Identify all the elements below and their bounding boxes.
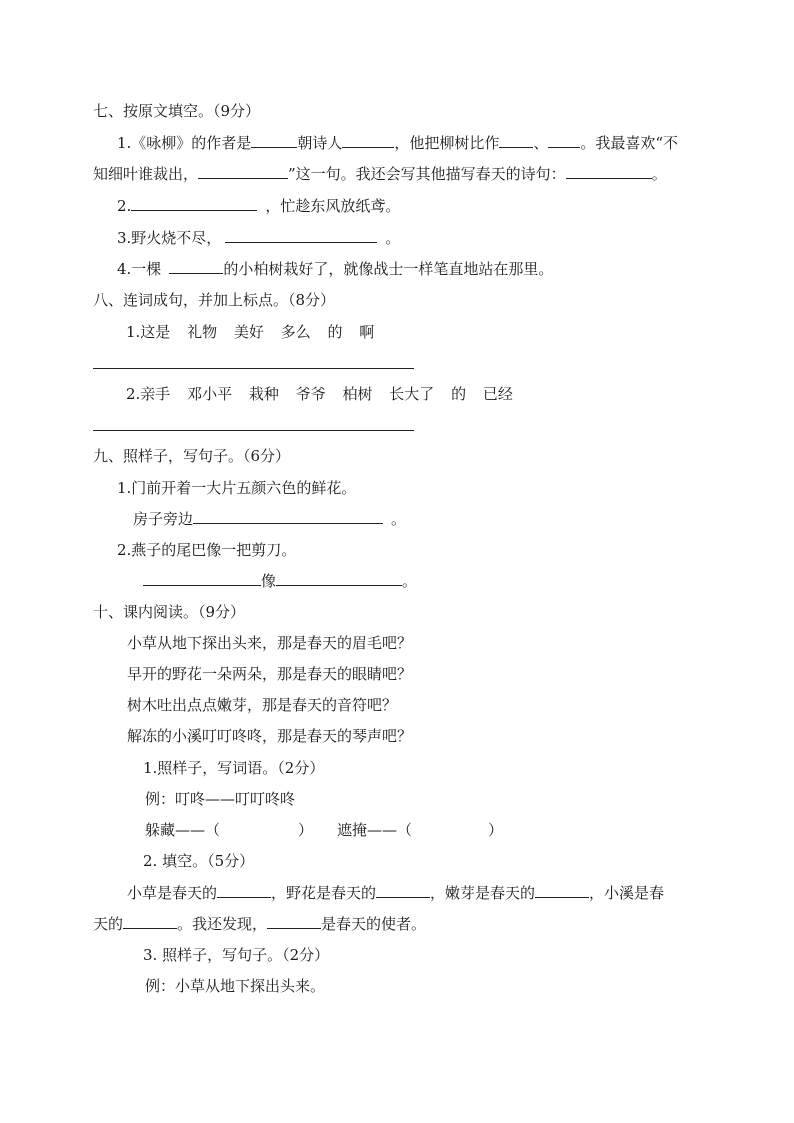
word-tile: 栽种 [248, 385, 279, 403]
answer-line-8-2[interactable] [93, 430, 414, 431]
q10-1-example: 例：叮咚——叮叮咚咚 [145, 790, 296, 808]
metaphor-blank-1[interactable] [499, 133, 533, 148]
q7-1-text-a: 1.《咏柳》的作者是 [117, 134, 252, 152]
word-tile: 的 [327, 323, 343, 341]
q7-4-blank[interactable] [169, 259, 223, 274]
poem-line: 树木吐出点点嫩芽，那是春天的音符吧？ [127, 696, 398, 714]
q10-2-title: 2. 填空。（5分） [143, 852, 255, 870]
q10-2-blank-3[interactable] [535, 883, 589, 898]
q10-1-close-2: ） [488, 821, 504, 839]
q7-2-blank[interactable] [131, 196, 257, 211]
section-9-title: 九、照样子，写句子。（6分） [93, 447, 291, 465]
q10-2-blank-1[interactable] [217, 883, 271, 898]
q10-2-blank-5[interactable] [267, 914, 321, 929]
q10-2-text-c: ，嫩芽是春天的 [430, 884, 536, 902]
q9-2-blank-2[interactable] [276, 571, 402, 586]
word-tile: 已经 [482, 385, 513, 403]
question-7-2 [117, 196, 400, 216]
q9-2-answer [143, 571, 417, 591]
q7-4-text-b: 的小柏树栽好了，就像战士一样笔直地站在那里。 [223, 260, 554, 278]
q7-2-num: 2. [117, 197, 132, 215]
q9-1-blank[interactable] [193, 509, 383, 524]
q7-3-blank[interactable] [225, 228, 377, 243]
q9-2-mid: 像 [261, 572, 277, 590]
metaphor-blank-2[interactable] [548, 133, 580, 148]
q10-1-answers [145, 820, 503, 840]
dynasty-blank[interactable] [251, 133, 297, 148]
answer-line-8-1[interactable] [93, 368, 414, 369]
question-7-4 [117, 259, 553, 279]
question-8-2-words [126, 384, 513, 404]
word-tile: 柏树 [342, 385, 373, 403]
q10-2-text-a: 小草是春天的 [127, 884, 218, 902]
word-tile: 啊 [359, 323, 375, 341]
section-10-title: 十、课内阅读。（9分） [93, 603, 246, 621]
q10-1-title: 1.照样子，写词语。（2分） [143, 759, 325, 777]
q10-1-word-2: 遮掩——（ [337, 821, 413, 839]
q10-3-title: 3. 照样子，写句子。（2分） [143, 946, 330, 964]
word-tile: 邓小平 [187, 385, 233, 403]
q7-3-text: 3.野火烧不尽， [117, 229, 222, 247]
q9-2-blank-1[interactable] [143, 571, 261, 586]
section-7-title: 七、按原文填空。（9分） [93, 102, 261, 120]
q9-1-prefix: 房子旁边 [133, 510, 194, 528]
q7-1-text-g: ”这一句。我还会写其他描写春天的诗句： [288, 165, 566, 183]
question-8-1-words [126, 322, 374, 342]
q9-2-example: 2.燕子的尾巴像一把剪刀。 [117, 541, 297, 559]
q10-2-blank-2[interactable] [376, 883, 430, 898]
q10-3-example: 例：小草从地下探出头来。 [145, 977, 326, 995]
q7-1-text-e: 。我最喜欢“不 [580, 134, 679, 152]
poem-line: 早开的野花一朵两朵，那是春天的眼睛吧？ [127, 665, 413, 683]
spring-poem-blank[interactable] [566, 164, 652, 179]
section-8-title: 八、连词成句，并加上标点。（8分） [93, 291, 336, 309]
word-tile: 的 [451, 385, 467, 403]
q8-2-num: 2.亲手 [126, 385, 171, 403]
q10-2-text-d: ，小溪是春 [589, 884, 665, 902]
q7-1-text-f: 知细叶谁裁出， [93, 165, 199, 183]
poem-line: 小草从地下探出头来，那是春天的眉毛吧？ [127, 634, 413, 652]
question-7-1-line2 [93, 164, 667, 184]
q7-1-text-d: 、 [533, 134, 549, 152]
poet-blank[interactable] [342, 133, 394, 148]
q9-1-end: 。 [391, 510, 407, 528]
q10-2-text-e: 天的 [93, 915, 124, 933]
poem-line: 解冻的小溪叮叮咚咚，那是春天的琴声吧？ [127, 727, 413, 745]
q7-1-text-h: 。 [651, 165, 667, 183]
q7-3-end: 。 [385, 229, 401, 247]
question-7-3 [117, 228, 400, 248]
q10-1-close-1: ） [298, 821, 314, 839]
q7-1-text-b: 朝诗人 [297, 134, 343, 152]
word-tile: 长大了 [389, 385, 435, 403]
q8-1-num: 1.这是 [126, 323, 171, 341]
question-7-1-line1 [117, 133, 678, 153]
q7-4-text-a: 4.一棵 [117, 260, 162, 278]
q10-2-line1 [127, 883, 664, 903]
q9-1-answer [133, 509, 406, 529]
q10-2-line2 [93, 914, 426, 934]
word-tile: 礼物 [187, 323, 218, 341]
q10-2-blank-4[interactable] [123, 914, 177, 929]
q10-2-text-g: 是春天的使者。 [321, 915, 427, 933]
word-tile: 多么 [280, 323, 311, 341]
q9-1-example: 1.门前开着一大片五颜六色的鲜花。 [117, 479, 357, 497]
word-tile: 爷爷 [295, 385, 326, 403]
word-tile: 美好 [233, 323, 264, 341]
q10-2-text-b: ，野花是春天的 [271, 884, 377, 902]
q9-2-end: 。 [402, 572, 418, 590]
q7-1-text-c: ，他把柳树比作 [394, 134, 500, 152]
q7-2-text: ，忙趁东风放纸鸢。 [265, 197, 401, 215]
q10-1-word-1: 躲藏——（ [145, 821, 221, 839]
favorite-line-blank[interactable] [198, 164, 288, 179]
q10-2-text-f: 。我还发现， [177, 915, 268, 933]
